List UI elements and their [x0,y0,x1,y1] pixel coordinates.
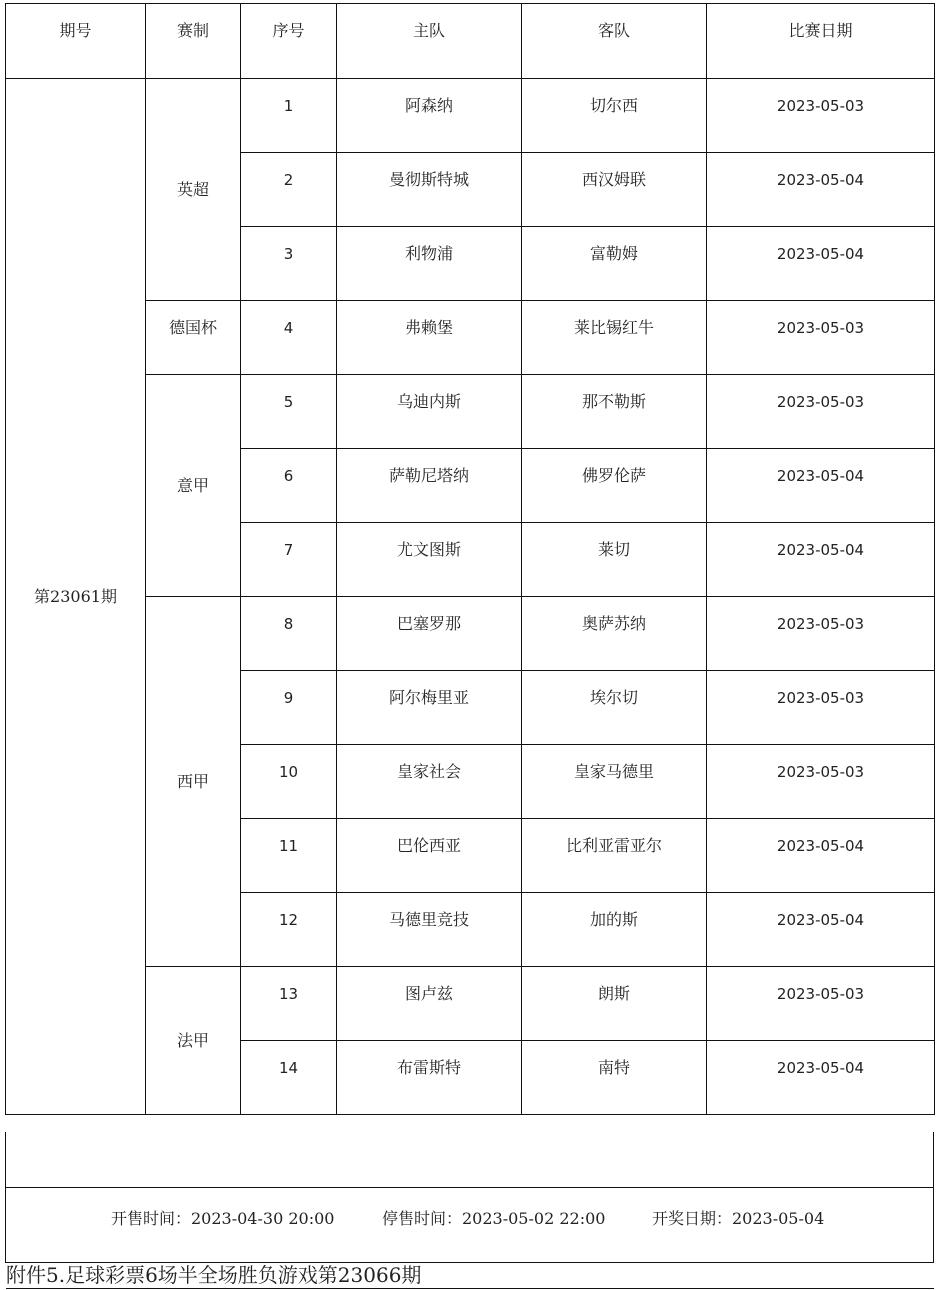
footer-info-row [5,1187,934,1263]
seq-cell: 7 [241,523,337,597]
draw-date: 开奖日期：2023-05-04 [652,1209,825,1228]
league-cell-epl: 英超 [146,79,241,301]
home-cell: 图卢兹 [337,967,522,1041]
away-cell: 佛罗伦萨 [522,449,707,523]
home-cell: 皇家社会 [337,745,522,819]
away-cell: 朗斯 [522,967,707,1041]
sale-stop-time: 停售时间：2023-05-02 22:00 [382,1209,606,1228]
date-cell: 2023-05-03 [707,301,935,375]
league-cell-ligue1: 法甲 [146,967,241,1115]
seq-cell: 2 [241,153,337,227]
date-cell: 2023-05-04 [707,1041,935,1115]
header-home: 主队 [337,4,522,79]
home-cell: 阿森纳 [337,79,522,153]
league-cell-dfb: 德国杯 [146,301,241,375]
home-cell: 马德里竞技 [337,893,522,967]
document-caption: 附件5.足球彩票6场半全场胜负游戏第23066期 [6,1262,934,1289]
home-cell: 阿尔梅里亚 [337,671,522,745]
seq-cell: 3 [241,227,337,301]
seq-cell: 5 [241,375,337,449]
seq-cell: 4 [241,301,337,375]
seq-cell: 1 [241,79,337,153]
league-cell-laliga: 西甲 [146,597,241,967]
table-row [6,967,935,1041]
away-cell: 南特 [522,1041,707,1115]
league-cell-seriea: 意甲 [146,375,241,597]
away-cell: 奥萨苏纳 [522,597,707,671]
home-cell: 利物浦 [337,227,522,301]
header-seq: 序号 [241,4,337,79]
date-cell: 2023-05-04 [707,449,935,523]
home-cell: 巴伦西亚 [337,819,522,893]
sale-start-time: 开售时间：2023-04-30 20:00 [111,1209,335,1228]
date-cell: 2023-05-03 [707,597,935,671]
table-row [6,597,935,671]
header-away: 客队 [522,4,707,79]
table-row [6,301,935,375]
seq-cell: 14 [241,1041,337,1115]
home-cell: 尤文图斯 [337,523,522,597]
seq-cell: 9 [241,671,337,745]
date-cell: 2023-05-04 [707,227,935,301]
date-cell: 2023-05-04 [707,153,935,227]
header-period: 期号 [6,4,146,79]
seq-cell: 12 [241,893,337,967]
seq-cell: 13 [241,967,337,1041]
header-date: 比赛日期 [707,4,935,79]
away-cell: 西汉姆联 [522,153,707,227]
away-cell: 富勒姆 [522,227,707,301]
footer-blank-row [5,1132,934,1188]
date-cell: 2023-05-03 [707,375,935,449]
seq-cell: 11 [241,819,337,893]
date-cell: 2023-05-04 [707,523,935,597]
away-cell: 莱切 [522,523,707,597]
home-cell: 弗赖堡 [337,301,522,375]
home-cell: 巴塞罗那 [337,597,522,671]
away-cell: 莱比锡红牛 [522,301,707,375]
home-cell: 布雷斯特 [337,1041,522,1115]
away-cell: 埃尔切 [522,671,707,745]
away-cell: 比利亚雷亚尔 [522,819,707,893]
table-row [6,375,935,449]
table-row [6,79,935,153]
home-cell: 曼彻斯特城 [337,153,522,227]
seq-cell: 6 [241,449,337,523]
seq-cell: 10 [241,745,337,819]
away-cell: 加的斯 [522,893,707,967]
header-league: 赛制 [146,4,241,79]
away-cell: 皇家马德里 [522,745,707,819]
date-cell: 2023-05-03 [707,967,935,1041]
date-cell: 2023-05-03 [707,79,935,153]
date-cell: 2023-05-04 [707,893,935,967]
period-cell: 第23061期 [6,79,146,1115]
date-cell: 2023-05-03 [707,671,935,745]
schedule-table [5,3,935,1115]
date-cell: 2023-05-03 [707,745,935,819]
home-cell: 乌迪内斯 [337,375,522,449]
date-cell: 2023-05-04 [707,819,935,893]
header-row [6,4,935,79]
seq-cell: 8 [241,597,337,671]
home-cell: 萨勒尼塔纳 [337,449,522,523]
away-cell: 切尔西 [522,79,707,153]
away-cell: 那不勒斯 [522,375,707,449]
